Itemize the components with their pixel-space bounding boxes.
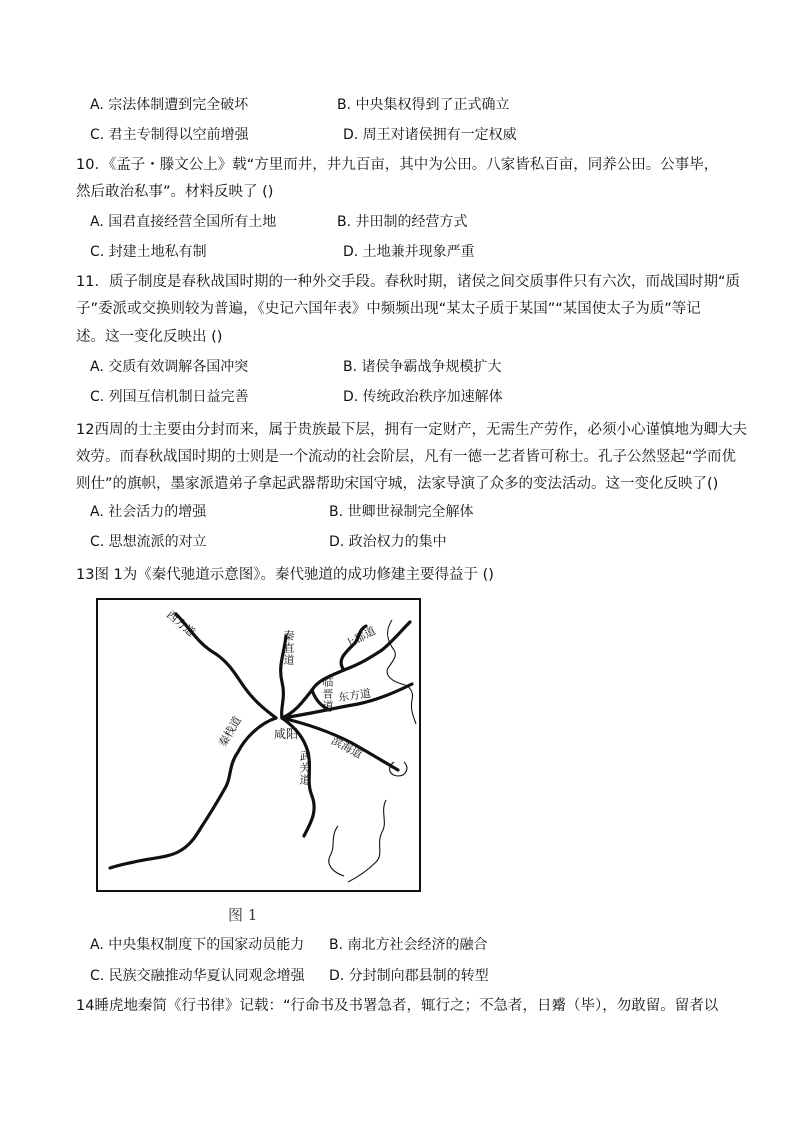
q13-stem-line1: 13图 1为《秦代驰道示意图》。秦代驰道的成功修建主要得益于 () xyxy=(76,567,494,583)
q11-stem-line3: 述。这一变化反映出 () xyxy=(76,329,223,345)
q9-option-c[interactable]: C. 君主专制得以空前增强 xyxy=(90,127,249,143)
label-wuguan-road: 武关道 xyxy=(298,750,311,786)
qin-zhandao-road xyxy=(110,718,276,868)
q13-option-a[interactable]: A. 中央集权制度下的国家动员能力 xyxy=(90,937,305,953)
label-dongfang-road: 东方道 xyxy=(337,686,372,705)
q13-option-b[interactable]: B. 南北方社会经济的融合 xyxy=(329,937,488,953)
label-qin-zhandao: 秦栈道 xyxy=(216,714,244,750)
coastline-south xyxy=(348,800,386,882)
q13-option-c[interactable]: C. 民族交融推动华夏认同观念增强 xyxy=(90,968,305,984)
label-binhai-road: 滨海道 xyxy=(329,734,365,762)
q11-stem-line1: 11．质子制度是春秋战国时期的一种外交手段。春秋时期，诸侯之间交质事件只有六次，而战国时期“质 xyxy=(76,274,740,290)
road-network-drawing xyxy=(98,600,419,890)
figure-caption: 图 1 xyxy=(228,906,258,924)
q10-option-c[interactable]: C. 封建土地私有制 xyxy=(90,244,207,260)
q12-option-c[interactable]: C. 思想流派的对立 xyxy=(90,534,207,550)
q11-stem-line2: 子”委派或交换则较为普遍，《史记六国年表》中频频出现“某太子质于某国”“某国使太子为质”等记 xyxy=(76,301,701,317)
label-linjin-road: 临晋道 xyxy=(321,676,334,712)
label-qin-zhidao: 秦直道 xyxy=(282,630,295,666)
q12-option-a[interactable]: A. 社会活力的增强 xyxy=(90,504,207,520)
q10-option-a[interactable]: A. 国君直接经营全国所有土地 xyxy=(90,214,277,230)
q12-option-b[interactable]: B. 世卿世禄制完全解体 xyxy=(329,504,474,520)
qin-road-map xyxy=(96,598,421,892)
q12-stem-line3: 则仕”的旗帜，墨家派遣弟子拿起武器帮助宋国守城，法家导演了众多的变法活动。这一变化反映了() xyxy=(76,476,719,492)
q12-option-d[interactable]: D. 政治权力的集中 xyxy=(329,534,447,550)
q12-stem-line1: 12西周的士主要由分封而来，属于贵族最下层，拥有一定财产，无需生产劳作，必须小心谨慎地为卿大夫 xyxy=(76,422,747,438)
label-xifang-road: 西方道 xyxy=(164,608,198,640)
q10-stem-line1: 10．《孟子・滕文公上》载“方里而井，井九百亩，其中为公田。八家皆私百亩，同养公田。公事毕， xyxy=(76,157,719,173)
q13-option-d[interactable]: D. 分封制向郡县制的转型 xyxy=(329,968,489,984)
q11-option-b[interactable]: B. 诸侯争霸战争规模扩大 xyxy=(343,359,502,375)
q14-stem-line1: 14睡虎地秦简《行书律》记载：“行命书及书署急者，辄行之；不急者，日觱（毕），勿敢留。留者以 xyxy=(76,998,719,1014)
q11-option-a[interactable]: A. 交质有效调解各国冲突 xyxy=(90,359,249,375)
q10-option-b[interactable]: B. 井田制的经营方式 xyxy=(337,214,468,230)
q10-option-d[interactable]: D. 土地兼并现象严重 xyxy=(343,244,475,260)
coastline-north xyxy=(387,620,416,724)
q12-stem-line2: 效劳。而春秋战国时期的士则是一个流动的社会阶层，凡有一德一艺者皆可称士。孔子公然竖起“学而优 xyxy=(76,449,737,465)
q9-option-a[interactable]: A. 宗法体制遭到完全破坏 xyxy=(90,97,249,113)
label-xianyang: 咸阳 xyxy=(274,727,299,741)
q9-option-d[interactable]: D. 周王对诸侯拥有一定权威 xyxy=(343,127,517,143)
q11-option-c[interactable]: C. 列国互信机制日益完善 xyxy=(90,389,249,405)
river-south xyxy=(329,826,344,876)
label-shangjun-road: 上郡道 xyxy=(342,624,378,652)
q9-option-b[interactable]: B. 中央集权得到了正式确立 xyxy=(337,97,510,113)
q11-option-d[interactable]: D. 传统政治秩序加速解体 xyxy=(343,389,503,405)
q10-stem-line2: 然后敢治私事”。材料反映了 () xyxy=(76,184,274,200)
